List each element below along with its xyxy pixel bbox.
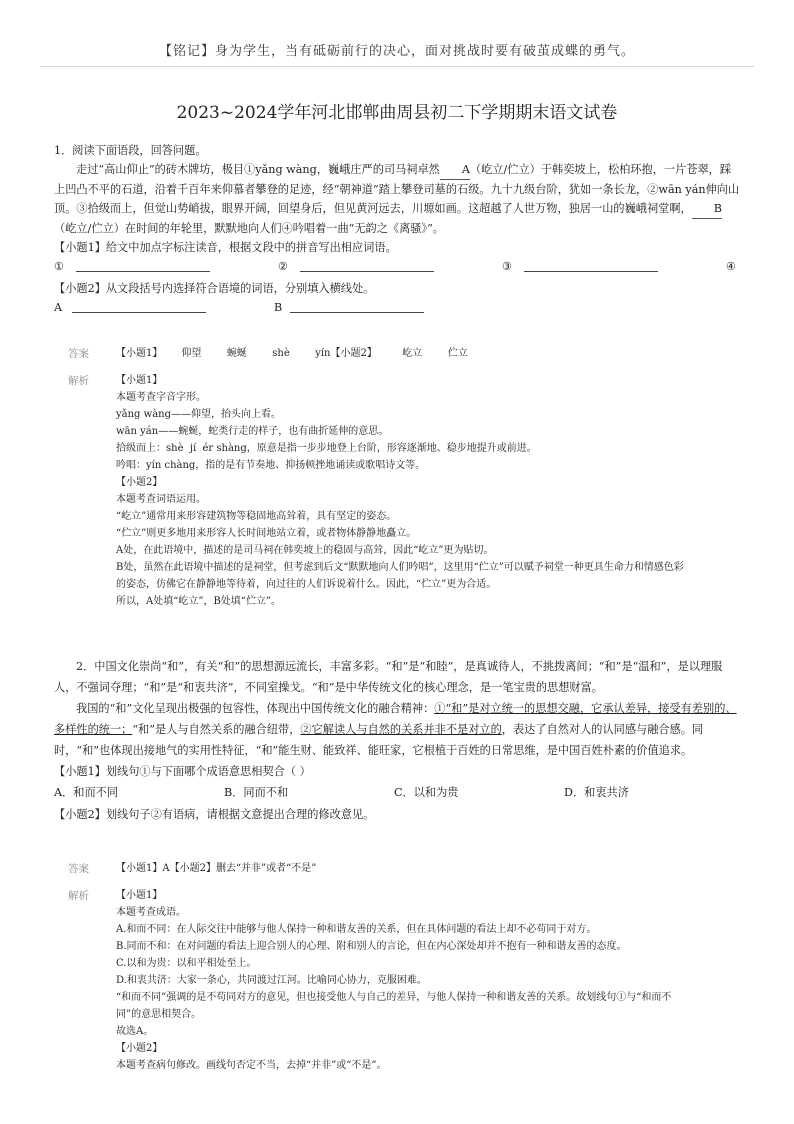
analysis-line: 本题考查词语运用。 [116,494,206,505]
q1-analysis [116,372,684,610]
analysis-line: 【小题1】 [116,375,163,386]
answer-label: 答案 [68,348,89,360]
q2-passage-a: 我国的“和”文化呈现出极强的包容性，体现出中国传统文化的融合精神： [76,702,435,715]
blank-a: A [440,160,470,180]
analysis-line: “屹立”通常用来形容建筑物等稳固地高耸着，具有坚定的姿态。 [116,511,397,522]
analysis-line: 本题考查病句修改。画线句否定不当，去掉“并非”或“不是”。 [116,1060,387,1071]
fill-line-a[interactable] [72,312,206,313]
q1-passage-c: （屹立/伫立）在时间的年轮里，默默地向人们④吟唱着一曲“无韵之《离骚》”。 [54,222,444,235]
analysis-line: 故选A。 [116,1026,154,1037]
blank-b: B [692,199,722,219]
answer-line-3[interactable] [524,271,658,272]
analysis-line: “伫立”则更多地用来形容人长时间地站立着，或者物体静静地矗立。 [116,528,417,539]
analysis-line: B.同而不和：在对问题的看法上迎合别人的心理、附和别人的言论，但在内心深处却并不抱有一种和谐友善的态度。 [116,941,627,952]
q2-passage [54,698,740,761]
analysis-line: D.和衷共济：大家一条心，共同渡过江河。比喻同心协力，克服困难。 [116,975,427,986]
analysis-line: yǎng wàng——仰望，抬头向上看。 [116,409,281,420]
underlined-sentence-2: ②它解读人与自然的关系并非不是对立的 [300,723,502,736]
mark-4: ④ [726,260,737,273]
fill-label-b: B [274,301,283,314]
analysis-line: 【小题1】 [116,890,163,901]
question-2 [54,656,740,825]
mark-2: ② [278,260,289,273]
divider [40,66,754,67]
analysis-line: wān yán——蜿蜒，蛇类行走的样子，也有曲折延伸的意思。 [116,426,389,437]
q1-passage-b: （屹立/伫立）于韩奕坡上，松柏环抱，一片苍翠，踩上凹凸不平的石道，沿着千百年来仰慕者攀登的足迹，经“朝神道”踏上攀登司墓的石级。九十九级台阶，犹如一条长龙，②wān yán伸向山顶。③拾级而上，但觉山势峭拔，眼界开阔，回望身后，但见黄河远去，川塬如画。这超越了人世万物，独居一山的巍峨祠堂啊， [54,163,740,215]
q1-heading: 1．阅读下面语段，回答问题。 [54,144,207,157]
q2-sub1: 【小题1】划线句①与下面哪个成语意思相契合（ ） [54,765,311,778]
analysis-line: C.以和为贵：以和平相处至上。 [116,958,257,969]
analysis-line: 本题考查字音字形。 [116,392,206,403]
q2-answer-block [68,860,740,1074]
q2-passage-c: ，表达了自然对人的认同感与融合感。同时，“和”也体现出接地气的实用性特征，“和”能生财、能致祥、能旺家，它根植于百姓的日常思维，是中国百姓朴素的价值追求。 [54,723,704,757]
q2-analysis [116,887,671,1074]
q1-passage [54,160,740,238]
analysis-line: A处，在此语境中，描述的是司马祠在韩奕坡上的稳固与高耸，因此“屹立”更为贴切。 [116,545,494,556]
analysis-label: 解析 [68,890,89,902]
fill-line-b[interactable] [290,312,424,313]
analysis-label: 解析 [68,375,89,387]
analysis-line: 【小题2】 [116,1043,163,1054]
mark-1: ① [54,260,65,273]
analysis-line: 同”的意思相契合。 [116,1009,202,1020]
analysis-line: A.和而不同：在人际交往中能够与他人保持一种和谐友善的关系，但在具体问题的看法上却不必苟同于对方。 [116,924,597,935]
fill-label-a: A [54,301,63,314]
pinyin-answer-row [54,257,740,279]
q2-sub2: 【小题2】划线句子②有语病，请根据文意提出合理的修改意见。 [54,808,375,821]
q2-passage-b: “和”是人与自然关系的融合纽带， [132,723,301,736]
page-title: 2023~2024学年河北邯郸曲周县初二下学期期末语文试卷 [176,103,618,123]
analysis-line: “和而不同”强调的是不苟同对方的意见，但也接受他人与自己的差异，与他人保持一种和谐友善的关系。故划线句①与“和而不 [116,992,672,1003]
option-d[interactable]: D．和衷共济 [564,786,629,799]
q1-sub1: 【小题1】给文中加点字标注读音，根据文段中的拼音写出相应词语。 [54,241,397,254]
word-fill-row [54,298,740,320]
q1-passage-a: 走过“高山仰止”的砖木牌坊，极目①yǎng wàng，巍峨庄严的司马祠卓然 [76,163,440,176]
q1-answer: 【小题1】 仰望 蜿蜒 shè yín【小题2】 屹立 伫立 [116,348,468,359]
answer-line-2[interactable] [300,271,434,272]
question-1 [54,141,740,320]
analysis-line: 吟唱：yín chàng，指的是有节奏地、抑扬顿挫地诵读或歌唱诗文等。 [116,460,426,471]
q2-answer: 【小题1】A【小题2】删去“并非”或者“不是” [116,863,317,874]
motto: 【铭记】身为学生，当有砥砺前行的决心，面对挑战时要有破茧成蝶的勇气。 [158,44,635,59]
answer-line-1[interactable] [76,271,210,272]
analysis-line: 拾级而上：shè jí ér shàng，原意是指一步步地登上台阶，形容逐渐地、稳步地提升或前进。 [116,443,537,454]
answer-label: 答案 [68,863,89,875]
analysis-line: 的姿态，仿佛它在静静地等待着，向过往的人们诉说着什么。因此，“伫立”更为合适。 [116,579,497,590]
q2-options [54,782,740,804]
analysis-line: 【小题2】 [116,477,163,488]
analysis-line: B处，虽然在此语境中描述的是祠堂，但考虑到后文“默默地向人们吟唱”，这里用“伫立”可以赋予祠堂一种更具生命力和情感色彩 [116,562,684,573]
analysis-line: 本题考查成语。 [116,907,186,918]
q2-intro: 2．中国文化崇尚“和”，有关“和”的思想源远流长，丰富多彩。“和”是“和睦”，是真诚待人，不挑拨离间；“和”是“温和”，是以理服人，不强词夺理；“和”是“和衷共济”，不同室操戈。“和”是中华传统文化的核心理念，是一笔宝贵的思想财富。 [54,660,723,694]
option-a[interactable]: A．和而不同 [54,786,119,799]
option-c[interactable]: C．以和为贵 [394,786,459,799]
underlined-sentence-1: ①“和”是对立统一的思想交融，它承认差异，接受有差别的、多样性的统一； [54,702,737,736]
option-b[interactable]: B．同而不和 [224,786,289,799]
analysis-line: 所以，A处填“屹立”，B处填“伫立”。 [116,596,282,607]
q1-sub2: 【小题2】从文段括号内选择符合语境的词语，分别填入横线处。 [54,282,375,295]
q1-answer-block [68,345,740,610]
mark-3: ③ [502,260,513,273]
